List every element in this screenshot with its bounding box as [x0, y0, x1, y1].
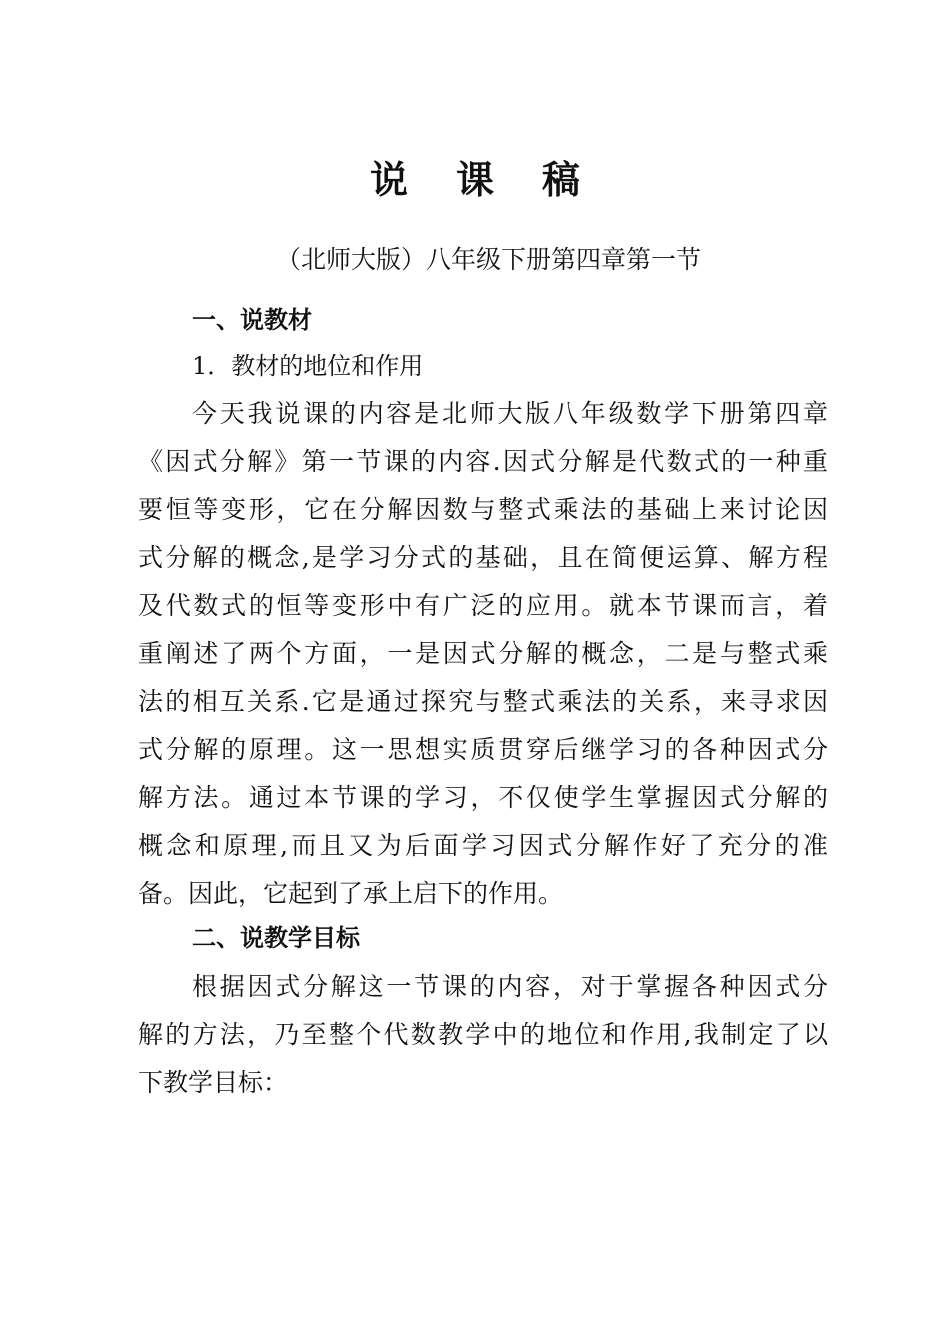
- section-heading-teaching-material: 一、说教材: [192, 306, 312, 334]
- paragraph-line: 今天我说课的内容是北师大版八年级数学下册第四章: [192, 399, 828, 428]
- paragraph-line: 《因式分解》第一节课的内容.因式分解是代数式的一种重: [138, 447, 828, 476]
- paragraph-line: 根据因式分解这一节课的内容，对于掌握各种因式分: [192, 972, 828, 1001]
- paragraph-line: 及代数式的恒等变形中有广泛的应用。就本节课而言，着: [138, 591, 828, 620]
- document-title: 说课稿: [369, 158, 628, 202]
- paragraph-line: 概念和原理,而且又为后面学习因式分解作好了充分的准: [138, 831, 828, 860]
- paragraph-line: 重阐述了两个方面，一是因式分解的概念，二是与整式乘: [138, 639, 828, 668]
- subheading-position-and-role: 1．教材的地位和作用: [192, 352, 424, 380]
- document-subtitle: （北师大版）八年级下册第四章第一节: [276, 245, 702, 274]
- paragraph-line: 备。因此，它起到了承上启下的作用。: [138, 879, 564, 908]
- paragraph-line: 要恒等变形，它在分解因数与整式乘法的基础上来讨论因: [138, 495, 828, 524]
- paragraph-line: 式分解的原理。这一思想实质贯穿后继学习的各种因式分: [138, 735, 828, 764]
- paragraph-line: 解的方法，乃至整个代数教学中的地位和作用,我制定了以: [138, 1020, 828, 1049]
- paragraph-teaching-material: [138, 390, 828, 918]
- paragraph-line: 式分解的概念,是学习分式的基础，且在简便运算、解方程: [138, 543, 828, 572]
- section-heading-teaching-objectives: 二、说教学目标: [192, 924, 360, 952]
- paragraph-line: 下教学目标：: [138, 1068, 289, 1097]
- paragraph-line: 解方法。通过本节课的学习，不仅使学生掌握因式分解的: [138, 783, 828, 812]
- paragraph-line: 法的相互关系.它是通过探究与整式乘法的关系，来寻求因: [138, 687, 828, 716]
- paragraph-teaching-objectives: [138, 963, 828, 1107]
